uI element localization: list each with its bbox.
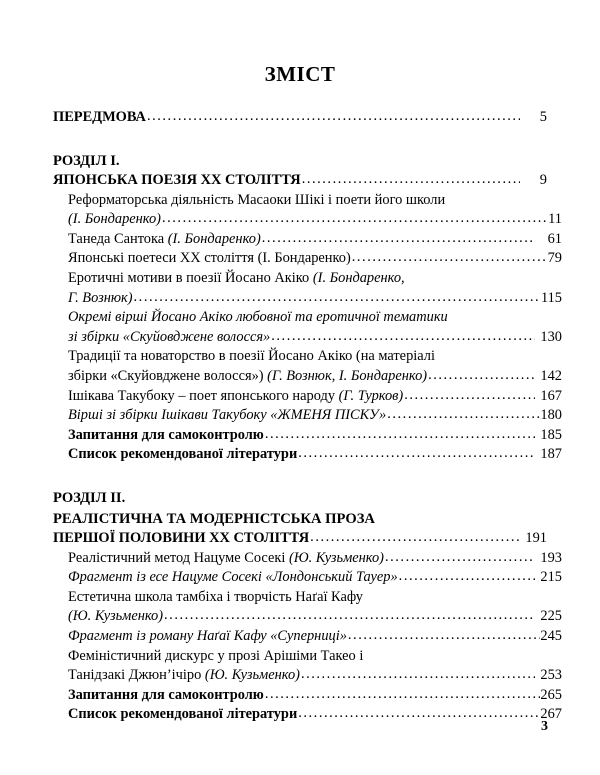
dot-leader xyxy=(385,548,535,568)
dot-leader xyxy=(310,528,520,548)
toc-entry[interactable] xyxy=(53,588,562,627)
toc-entry[interactable] xyxy=(68,549,562,569)
toc-page-number: 267 xyxy=(540,706,562,723)
toc-part-1 xyxy=(53,151,562,465)
toc-entry-tail xyxy=(68,666,562,686)
toc-entry-authors: (Г. Вознюк, І. Бондаренко) xyxy=(267,368,428,385)
toc-page-number: 193 xyxy=(540,549,562,566)
dot-leader xyxy=(352,248,548,268)
toc-entry-tail xyxy=(68,328,562,348)
toc-entry-line xyxy=(68,269,547,289)
toc-page-number: 142 xyxy=(540,368,562,385)
toc-entry-label: Список рекомендованої літератури xyxy=(68,446,298,463)
dot-leader xyxy=(298,444,535,464)
toc-entry-line: Окремі вірші Йосано Акіко любовної та еротичної тематики xyxy=(68,309,448,326)
dot-leader xyxy=(147,107,520,127)
toc-page-number: 61 xyxy=(547,230,562,247)
dot-leader xyxy=(162,209,548,229)
toc-page-number: 265 xyxy=(540,686,562,703)
toc-page-number: 115 xyxy=(540,289,562,306)
toc-page-number: 187 xyxy=(540,446,562,463)
toc-entry-label xyxy=(68,367,427,387)
toc-page-number: 253 xyxy=(540,667,562,684)
toc-entry-line: Естетична школа тамбіха і творчість Наґаї Кафу xyxy=(68,588,364,605)
toc-entry-preface[interactable] xyxy=(53,108,547,128)
toc-entry-title: Танеда Сантока xyxy=(68,230,168,247)
toc-page-number: 11 xyxy=(548,211,562,228)
toc-entry-line: Традиції та новаторство в поезії Йосано Акіко (на матеріалі xyxy=(68,348,435,365)
toc-page-number: 9 xyxy=(539,172,547,189)
toc-entry-tail xyxy=(68,367,562,387)
toc-entry[interactable] xyxy=(53,191,562,230)
toc-entry-authors: (І. Бондаренко) xyxy=(68,211,161,228)
part-title-row[interactable] xyxy=(53,529,547,549)
part-title-line-1: РЕАЛІСТИЧНА ТА МОДЕРНІСТСЬКА ПРОЗА xyxy=(53,510,375,527)
toc-entry-label xyxy=(68,387,403,407)
dot-leader xyxy=(301,665,535,685)
toc-entry[interactable] xyxy=(68,406,562,426)
dot-leader xyxy=(387,405,540,425)
dot-leader xyxy=(134,288,541,308)
toc-entry-authors: (Ю. Кузьменко) xyxy=(288,549,384,566)
toc-entry-label: ПЕРЕДМОВА xyxy=(53,109,146,125)
dot-leader xyxy=(399,567,535,587)
toc-entry-authors: (Ю. Кузьменко) xyxy=(204,667,300,684)
dot-leader xyxy=(298,704,540,724)
toc-entry-title: збірки «Скуйовджене волосся») xyxy=(68,368,268,385)
dot-leader xyxy=(348,626,541,646)
part-number-line: РОЗДІЛ І. xyxy=(53,152,120,169)
toc-entry-label xyxy=(68,666,300,686)
toc-entry[interactable] xyxy=(53,647,562,686)
toc-entry[interactable] xyxy=(53,269,562,308)
toc-page-number: 180 xyxy=(540,407,562,424)
page-folio-number: 3 xyxy=(541,719,548,734)
toc-entry-title: Реалістичний метод Нацуме Сосекі xyxy=(68,549,289,566)
dot-leader xyxy=(265,425,535,445)
toc-entry[interactable] xyxy=(68,627,562,647)
toc-entry-authors: (Г. Турков) xyxy=(338,387,404,404)
table-of-contents xyxy=(53,108,562,725)
part-title: ЯПОНСЬКА ПОЕЗІЯ ХХ СТОЛІТТЯ xyxy=(53,172,301,189)
part-title-line-2: ПЕРШОЇ ПОЛОВИНИ ХХ СТОЛІТТЯ xyxy=(53,530,310,546)
toc-part-2 xyxy=(53,488,562,725)
dot-leader xyxy=(404,386,535,406)
toc-entry[interactable] xyxy=(68,230,562,250)
toc-entry-authors: (І. Бондаренко, xyxy=(312,270,405,287)
toc-page-number: 79 xyxy=(547,250,562,267)
toc-entry-label: Запитання для самоконтролю xyxy=(68,686,264,703)
toc-entry-label: Запитання для самоконтролю xyxy=(68,426,264,443)
toc-entry[interactable] xyxy=(53,347,562,386)
toc-entry-label xyxy=(68,549,384,569)
dot-leader xyxy=(428,366,535,386)
toc-entry-line: Реформаторська діяльність Масаоки Шікі і поети його школи xyxy=(68,191,446,208)
toc-entry-label xyxy=(68,230,261,250)
toc-entry-label: Фрагмент із есе Нацуме Сосекі «Лондонський Тауер» xyxy=(68,569,398,586)
toc-entry[interactable] xyxy=(68,387,562,407)
dot-leader xyxy=(262,229,535,249)
spacer xyxy=(53,465,547,488)
toc-entry-label: Список рекомендованої літератури xyxy=(68,706,298,723)
toc-entry-label: Японські поетеси ХХ століття (І. Бондаренко) xyxy=(68,250,351,267)
toc-entry-label: Вірші зі збірки Ішікави Такубоку «ЖМЕНЯ ПІСКУ» xyxy=(68,407,387,424)
toc-entry-self-check[interactable] xyxy=(68,686,562,706)
toc-entry[interactable] xyxy=(68,568,562,588)
toc-page-number: 167 xyxy=(540,387,562,404)
dot-leader xyxy=(164,606,535,626)
toc-entry-title: Ішікава Такубоку – поет японського народу xyxy=(68,387,339,404)
dot-leader xyxy=(302,170,520,190)
toc-entry[interactable] xyxy=(53,308,562,347)
dot-leader xyxy=(271,327,535,347)
part-number-line: РОЗДІЛ ІІ. xyxy=(53,490,126,506)
page-title: ЗМІСТ xyxy=(264,62,336,86)
toc-entry-authors: Г. Вознюк) xyxy=(68,289,133,306)
toc-entry-title: Еротичні мотиви в поезії Йосано Акіко xyxy=(68,270,313,287)
part-title-row[interactable] xyxy=(53,171,547,191)
toc-entry-label: Фрагмент із роману Наґаї Кафу «Суперниці» xyxy=(68,627,347,644)
toc-entry-title: зі збірки «Скуйовджене волосся» xyxy=(68,328,271,345)
toc-page-number: 245 xyxy=(540,627,562,644)
toc-entry-bibliography[interactable] xyxy=(68,705,562,725)
toc-entry-line: Феміністичний дискурс у прозі Арішіми Такео і xyxy=(68,647,364,664)
dot-leader xyxy=(265,685,541,705)
toc-page-number: 5 xyxy=(539,109,547,125)
toc-entry-tail xyxy=(68,289,562,309)
toc-entry-authors: (І. Бондаренко) xyxy=(167,230,261,247)
toc-entry-bibliography[interactable] xyxy=(68,445,562,465)
toc-entry-authors: (Ю. Кузьменко) xyxy=(68,608,164,625)
toc-page-number: 225 xyxy=(540,608,562,625)
toc-page-number: 215 xyxy=(540,569,562,586)
toc-page-number: 185 xyxy=(540,426,562,443)
toc-page-number: 130 xyxy=(540,328,562,345)
toc-entry-tail xyxy=(68,210,562,230)
toc-entry-tail xyxy=(68,607,562,627)
spacer xyxy=(53,128,547,151)
toc-entry[interactable] xyxy=(68,249,562,269)
toc-page-number: 191 xyxy=(525,530,547,546)
toc-entry-title: Танідзакі Джюн’ічіро xyxy=(68,667,205,684)
toc-entry-self-check[interactable] xyxy=(68,426,562,446)
